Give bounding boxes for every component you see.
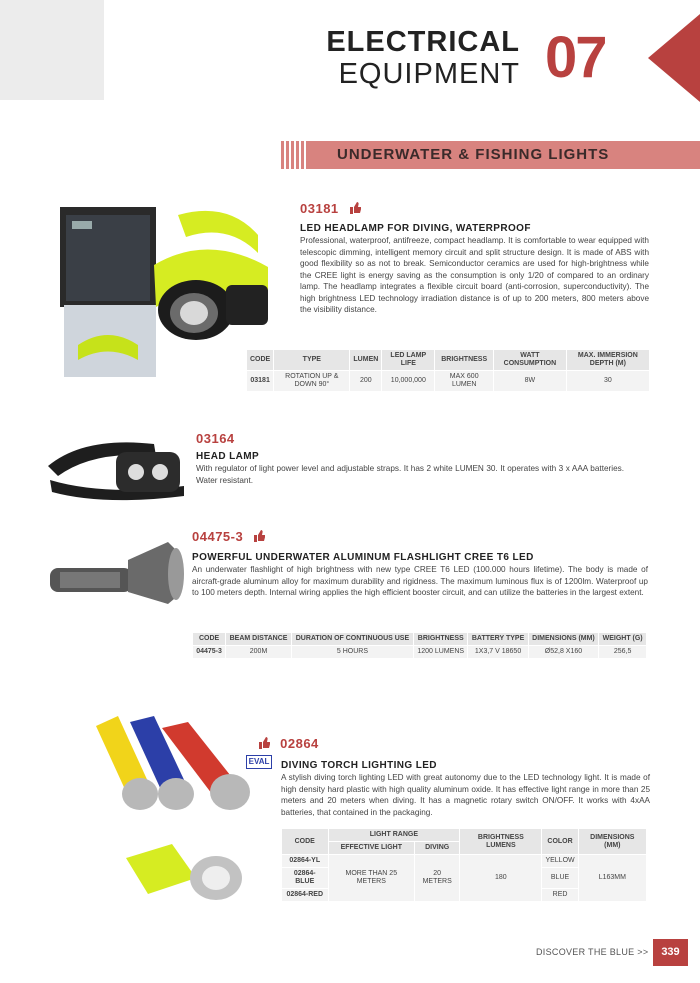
eval-brand-logo: EVAL xyxy=(246,755,272,769)
product-description-03164: With regulator of light power level and adjustable straps. It has 2 white LUMEN 30. It operates with 3 x AAA batteries. Water resistant. xyxy=(196,464,624,485)
table-header: BRIGHTNESS xyxy=(414,633,468,646)
spec-table-03181 xyxy=(246,349,650,392)
table-header: DURATION OF CONTINUOUS USE xyxy=(291,633,413,646)
thumbs-up-icon xyxy=(253,530,265,542)
table-header: MAX. IMMERSION DEPTH (M) xyxy=(566,350,649,371)
section-title: UNDERWATER & FISHING LIGHTS xyxy=(337,146,610,163)
table-row: 02864-RED RED xyxy=(282,889,647,902)
table-header: CODE xyxy=(282,829,329,855)
spec-table-04475-3 xyxy=(192,632,647,659)
corner-decoration xyxy=(0,0,104,100)
spec-table-02864 xyxy=(281,828,647,902)
table-header: LIGHT RANGE xyxy=(328,829,460,842)
product-description-02864: A stylish diving torch lighting LED with great autonomy due to the LED technology light. It is made of high density hard plastic with high quality aluminum oxide. It has effective light range in more than 25 meters and 20 meters when diving. It has a magnetic rotary switch ON/OFF. It works with 4xAA batteries, that contained in the packaging. xyxy=(281,773,650,817)
section-stripes-decoration xyxy=(281,141,307,169)
product-title-04475-3: POWERFUL UNDERWATER ALUMINUM FLASHLIGHT CREE T6 LED xyxy=(192,552,534,563)
table-row: 04475-3 200M 5 HOURS 1200 LUMENS 1X3,7 V 18650 Ø52,8 X160 256,5 xyxy=(193,646,647,659)
table-header: DIMENSIONS (MM) xyxy=(528,633,599,646)
table-header: LUMEN xyxy=(350,350,382,371)
product-description-03181: Professional, waterproof, antifreeze, compact headlamp. It is comfortable to wear equipped with telescopic dimming, intelligent memory circuit and split structure design. It is made of ABS with good flexibility so as not to break. Semiconductor ceramics are used for high-brightness while the CREE light is energy saving as the consumption is only 1/20 of compared to an ordinary lamp. The headlamp integrates a flexible circuit board (anti-corrosion, superconductivity). The high brightness LED technology irradiation distance is of up to 200 meters, 800 meters above the visibility distance. xyxy=(300,236,649,314)
table-header: CODE xyxy=(247,350,274,371)
table-header: CODE xyxy=(193,633,226,646)
product-code-03164: 03164 xyxy=(196,431,235,446)
table-header: WEIGHT (G) xyxy=(599,633,647,646)
page-title-line1: ELECTRICAL xyxy=(326,26,520,58)
product-title-03164: HEAD LAMP xyxy=(196,451,260,462)
table-header: DIVING xyxy=(415,842,460,855)
product-code-04475-3: 04475-3 xyxy=(192,529,265,544)
thumbs-up-icon xyxy=(349,202,361,214)
product-title-02864: DIVING TORCH LIGHTING LED xyxy=(281,760,437,771)
product-code-03181: 03181 xyxy=(300,201,361,216)
table-header: EFFECTIVE LIGHT xyxy=(328,842,415,855)
footer-tagline: DISCOVER THE BLUE >> xyxy=(536,947,649,957)
product-title-03181: LED HEADLAMP FOR DIVING, WATERPROOF xyxy=(300,223,531,234)
headlamp-03164-image xyxy=(44,436,192,504)
flashlight-04475-3-image xyxy=(40,524,190,614)
page-title-line2: EQUIPMENT xyxy=(338,58,520,90)
diving-torch-02864-image xyxy=(66,688,270,920)
table-row: 03181 ROTATION UP & DOWN 90° 200 10,000,000 MAX 600 LUMEN 8W 30 xyxy=(247,371,650,392)
page-number: 339 xyxy=(653,939,688,966)
table-header: DIMENSIONS (MM) xyxy=(578,829,646,855)
product-code-02864: 02864 xyxy=(258,736,319,751)
table-header: TYPE xyxy=(274,350,350,371)
thumbs-up-icon xyxy=(258,737,270,749)
table-header: LED LAMP LIFE xyxy=(382,350,435,371)
section-header xyxy=(281,141,700,169)
table-header: BEAM DISTANCE xyxy=(226,633,292,646)
chapter-number: 07 xyxy=(545,25,606,90)
table-header: WATT CONSUMPTION xyxy=(494,350,567,371)
table-header: BATTERY TYPE xyxy=(468,633,528,646)
table-header: BRIGHTNESS LUMENS xyxy=(460,829,542,855)
table-header: BRIGHTNESS xyxy=(435,350,494,371)
chapter-triangle-decoration xyxy=(648,14,700,102)
table-row: 02864-YL MORE THAN 25 METERS 20 METERS 180 YELLOW L163MM xyxy=(282,855,647,868)
product-description-04475-3: An underwater flashlight of high brightness with new type CREE T6 LED (100.000 hours lifetime). The body is made of aircraft-grade aluminum alloy for maximum durability and rigidness. The maximum luminous flux is of 1200lm. Waterproof up to 100 meters depth. Internal wiring applies the high efficient booster circuit, and can utilize the batteries in the largest extent. xyxy=(192,565,648,597)
table-header: COLOR xyxy=(542,829,578,855)
table-row: 02864-BLUE BLUE xyxy=(282,868,647,889)
